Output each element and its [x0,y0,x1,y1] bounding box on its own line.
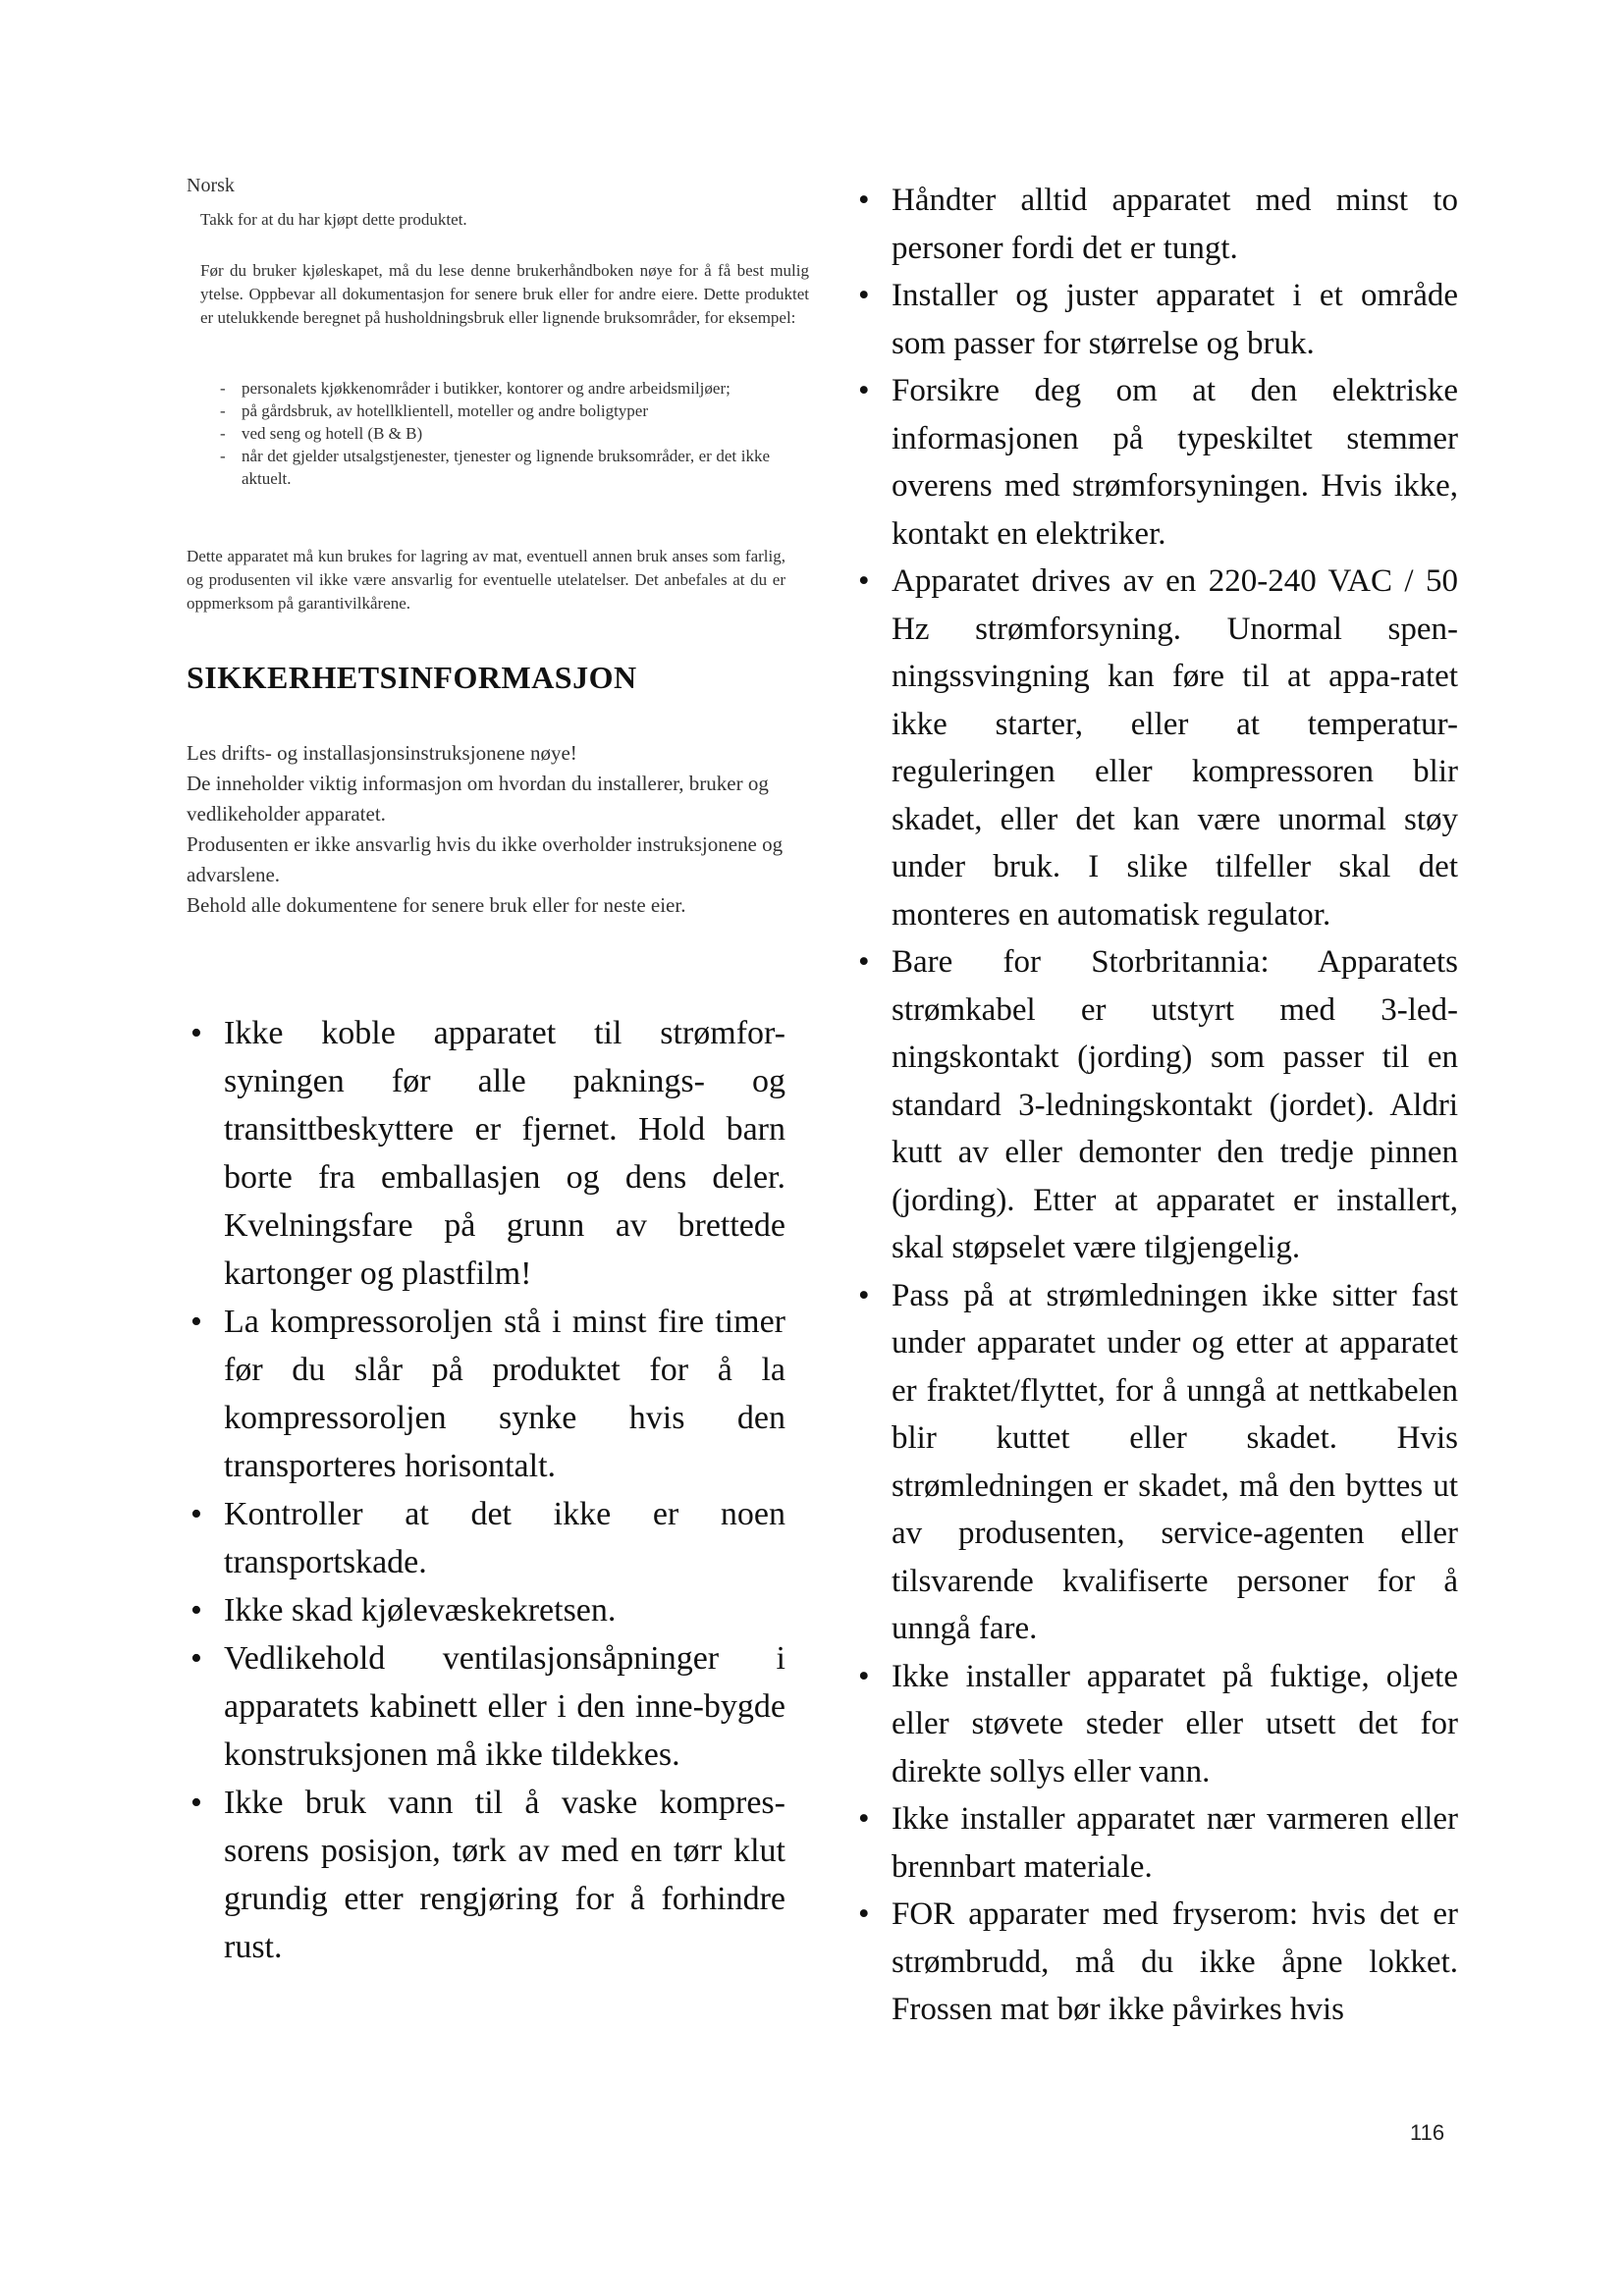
intro-thanks: Takk for at du har kjøpt dette produktet. [200,210,467,229]
safety-bullet: • Ikke skad kjølevæskekretsen. [187,1586,785,1634]
notice-block [187,738,815,921]
intro-paragraph: Før du bruker kjøleskapet, må du lese denne brukerhåndboken nøye for å få best mulig ytelse. Oppbevar all dokumentasjon for senere bruk eller for andre eiere. Dette produktet er utelukkende beregnet på husholdningsbruk eller lignende bruksområder, for eksempel: [200,261,809,327]
safety-bullet: • Bare for Storbritannia: Apparatets strømkabel er utstyrt med 3-led-ningskontakt (jording) som passer til en standard 3-ledningskontakt (jordet). Aldri kutt av eller demonter den tredje pinnen (jording). Etter at apparatet er installert, skal støpselet være tilgjengelig. [854,938,1458,1272]
language-label: Norsk [187,175,235,196]
usage-list-item: - personalets kjøkkenområder i butikker, kontorer og andre arbeidsmiljøer; [220,377,770,400]
storage-paragraph: Dette apparatet må kun brukes for lagring av mat, eventuell annen bruk anses som farlig, og produsenten vil ikke være ansvarlig for eventuelle utelatelser. Det anbefales at du er oppmerksom på garantivilkårene. [187,547,785,613]
safety-bullet: • Apparatet drives av en 220-240 VAC / 50 Hz strømforsyning. Unormal spen-ningssvingning kan føre til at appa-ratet ikke starter, eller at temperatur-reguleringen eller kompressoren blir skadet, eller det kan være unormal støy under bruk. I slike tilfeller skal det monteres en automatisk regulator. [854,558,1458,938]
safety-bullet: • FOR apparater med fryserom: hvis det er strømbrudd, må du ikke åpne lokket. Frossen mat bør ikke påvirkes hvis [854,1891,1458,2034]
safety-bullet: • La kompressoroljen stå i minst fire timer før du slår på produktet for å la kompressoroljen synke hvis den transporteres horisontalt. [187,1298,785,1490]
safety-bullet: • Ikke bruk vann til å vaske kompres-sorens posisjon, tørk av med en tørr klut grundig etter rengjøring for å forhindre rust. [187,1779,785,1971]
safety-bullet: • Ikke installer apparatet på fuktige, oljete eller støvete steder eller utsett det for direkte sollys eller vann. [854,1653,1458,1796]
usage-list-item: - ved seng og hotell (B & B) [220,422,770,445]
safety-bullet: • Ikke installer apparatet nær varmeren eller brennbart materiale. [854,1795,1458,1891]
notice-line: Les drifts- og installasjonsinstruksjonene nøye! [187,741,577,765]
safety-bullet: • Kontroller at det ikke er noen transportskade. [187,1490,785,1586]
safety-bullet: • Vedlikehold ventilasjonsåpninger i apparatets kabinett eller i den inne-bygde konstruksjonen må ikke tildekkes. [187,1634,785,1779]
usage-list-item: - når det gjelder utsalgstjenester, tjenester og lignende bruksområder, er det ikke aktuelt. [220,445,770,490]
page-number: 116 [1410,2120,1445,2145]
notice-line: Produsenten er ikke ansvarlig hvis du ikke overholder instruksjonene og advarslene. [187,832,784,886]
usage-list-item: - på gårdsbruk, av hotellklientell, moteller og andre boligtyper [220,400,770,422]
safety-bullet: • Håndter alltid apparatet med minst to personer fordi det er tungt. [854,177,1458,272]
notice-line: Behold alle dokumentene for senere bruk eller for neste eier. [187,893,686,917]
safety-bullet: • Ikke koble apparatet til strømfor-syningen før alle paknings- og transittbeskyttere er fjernet. Hold barn borte fra emballasjen og dens deler. Kvelningsfare på grunn av brettede kartonger og plastfilm! [187,1009,785,1298]
safety-list-left [187,1009,785,1971]
section-heading: SIKKERHETSINFORMASJON [187,660,637,695]
usage-list [220,377,770,490]
notice-line: De inneholder viktig informasjon om hvordan du installerer, bruker og vedlikeholder apparatet. [187,772,769,826]
safety-bullet: • Forsikre deg om at den elektriske informasjonen på typeskiltet stemmer overens med strømforsyningen. Hvis ikke, kontakt en elektriker. [854,367,1458,558]
safety-bullet: • Pass på at strømledningen ikke sitter fast under apparatet under og etter at apparatet er fraktet/flyttet, for å unngå at nettkabelen blir kuttet eller skadet. Hvis strømledningen er skadet, må den byttes ut av produsenten, service-agenten eller tilsvarende kvalifiserte personer for å unngå fare. [854,1272,1458,1653]
safety-list-right [854,177,1458,2034]
safety-bullet: • Installer og juster apparatet i et område som passer for størrelse og bruk. [854,272,1458,367]
